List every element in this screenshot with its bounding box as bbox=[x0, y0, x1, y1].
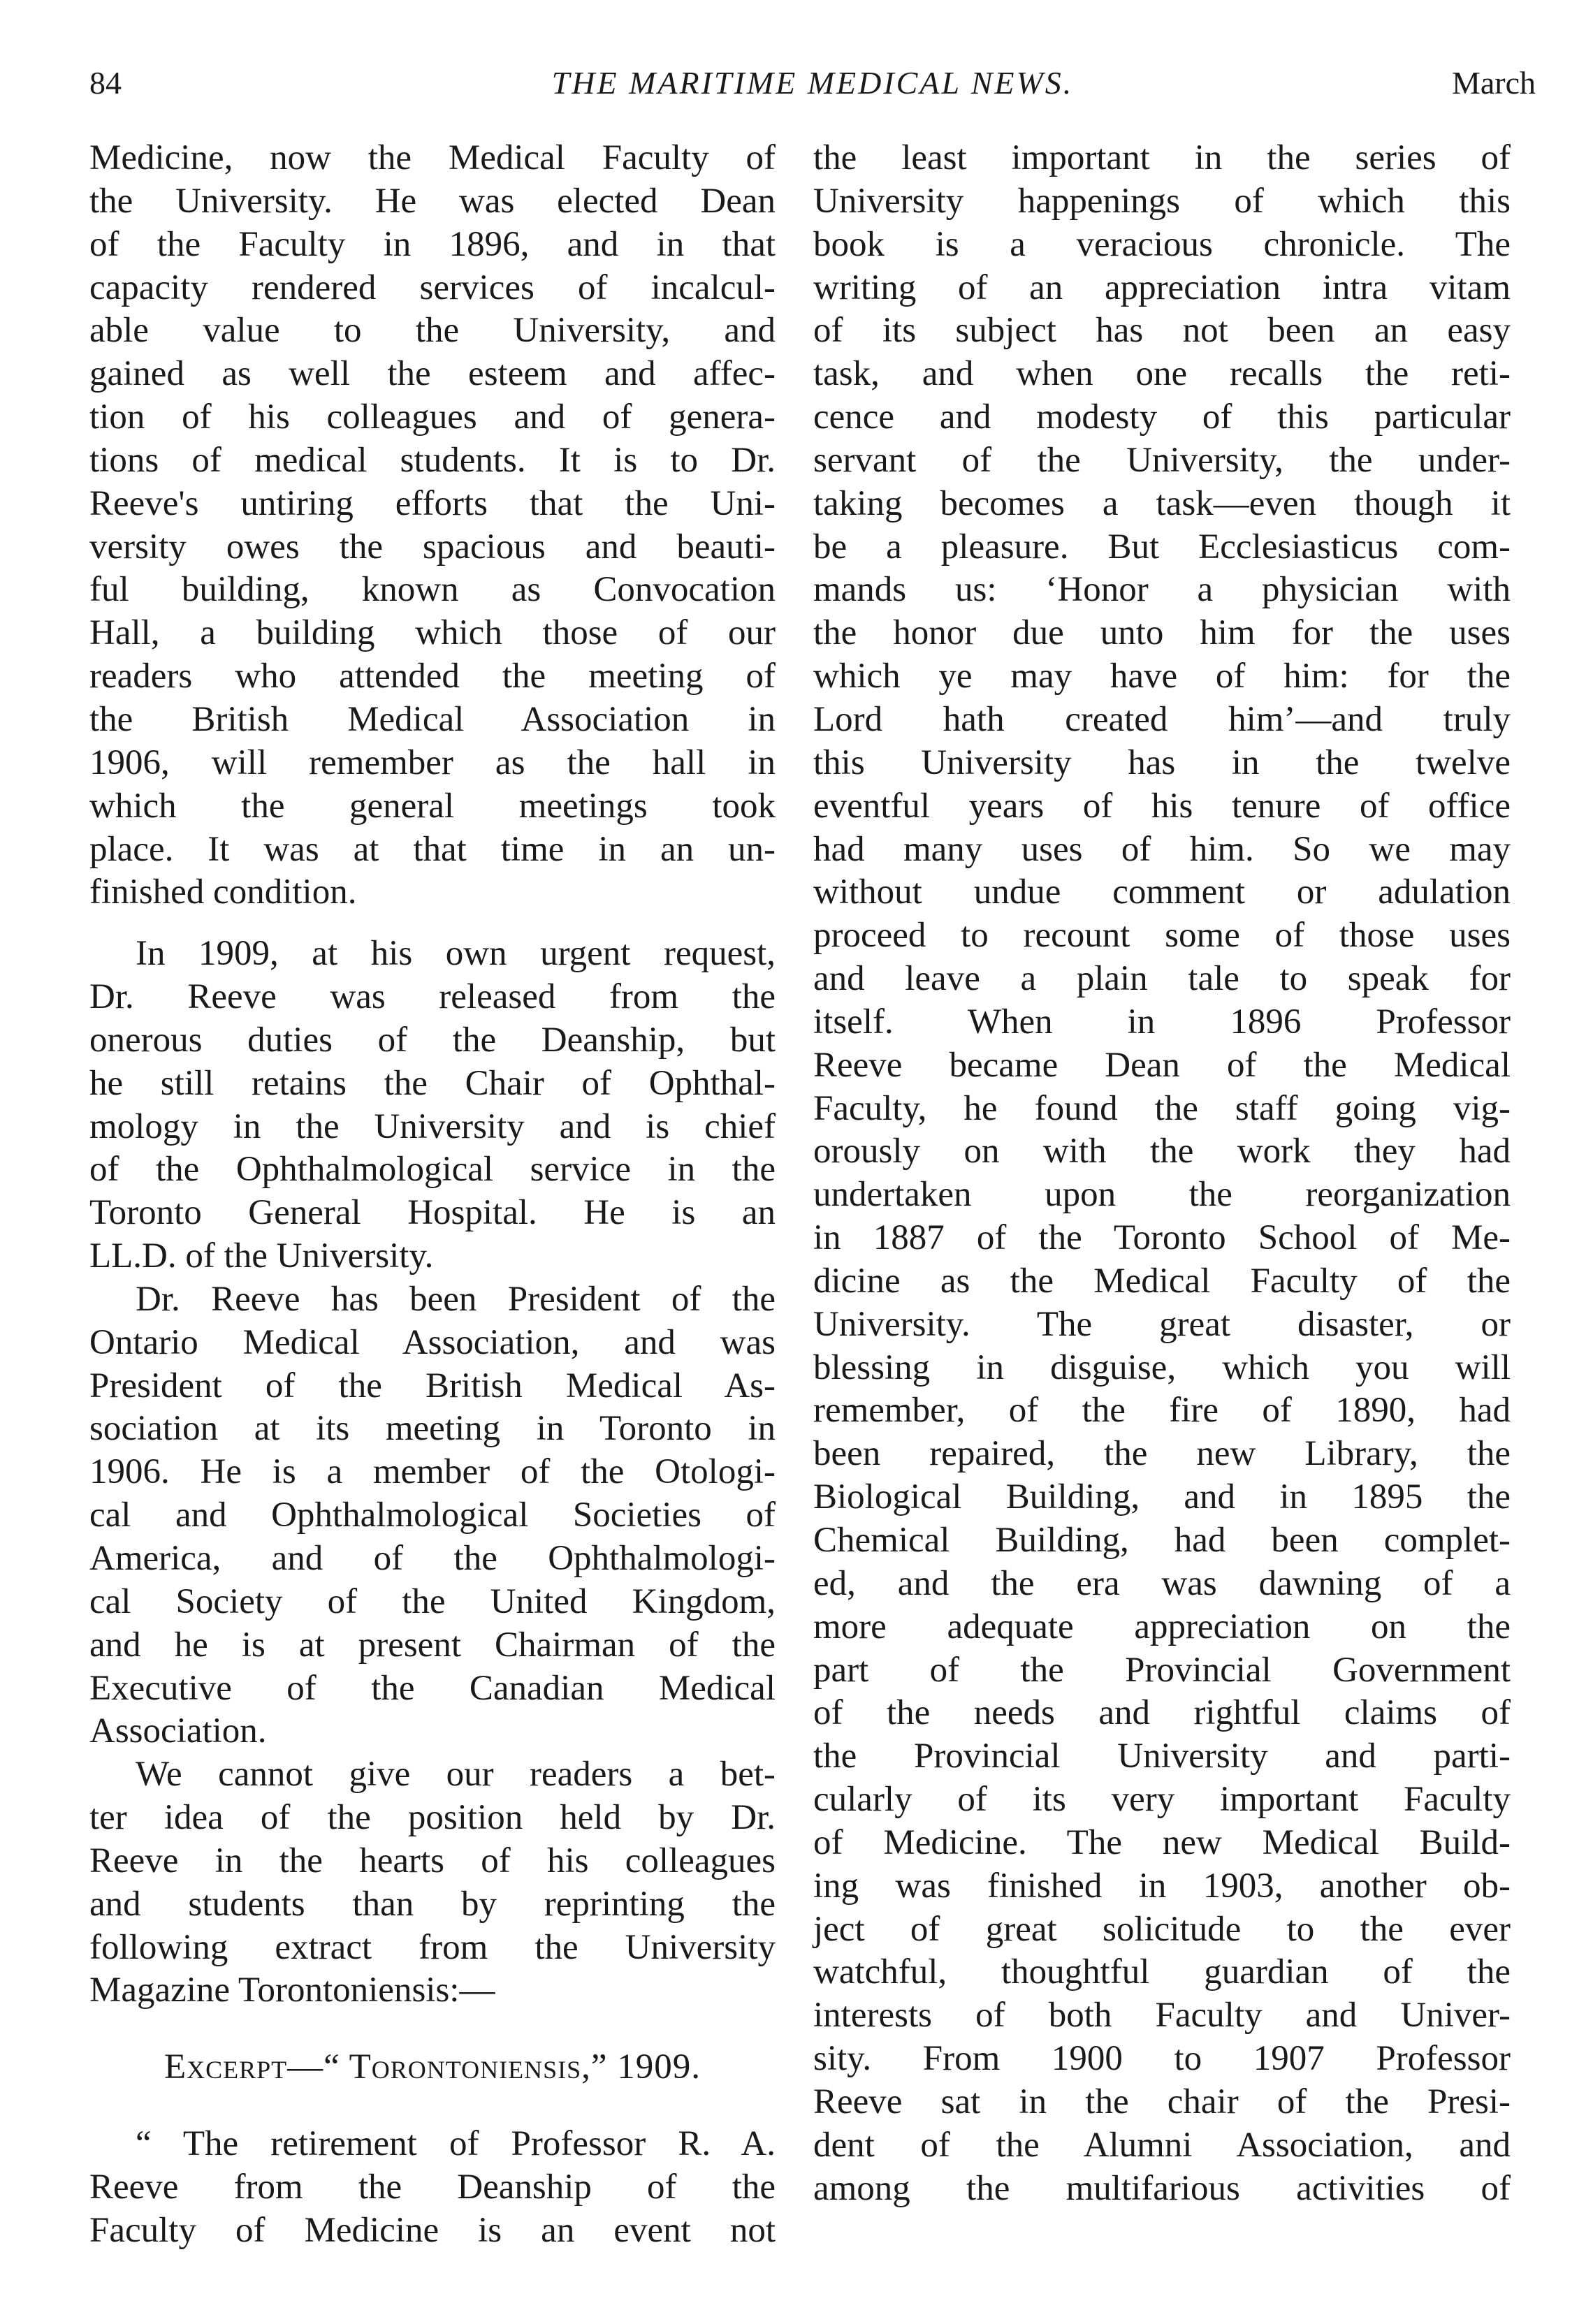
text-line: and students than by reprinting the bbox=[89, 1884, 776, 1924]
paragraph-first-line: “ The retirement of Professor R. A. bbox=[136, 2124, 776, 2164]
text-line: finished condition. bbox=[89, 872, 357, 912]
text-line: America, and of the Ophthalmologi- bbox=[89, 1539, 776, 1578]
text-line: President of the British Medical As- bbox=[89, 1366, 776, 1405]
text-line: taking becomes a task—even though it bbox=[813, 483, 1511, 523]
text-line: more adequate appreciation on the bbox=[813, 1607, 1511, 1646]
text-line: following extract from the University bbox=[89, 1927, 776, 1967]
text-line: cal Society of the United Kingdom, bbox=[89, 1581, 776, 1621]
text-line: proceed to recount some of those uses bbox=[813, 916, 1511, 956]
text-line: and he is at present Chairman of the bbox=[89, 1625, 776, 1665]
text-line: of its subject has not been an easy bbox=[813, 311, 1511, 351]
text-line: sociation at its meeting in Toronto in bbox=[89, 1409, 776, 1449]
text-line: the honor due unto him for the uses bbox=[813, 613, 1511, 653]
text-line: Lord hath created him’—and truly bbox=[813, 699, 1511, 739]
paragraph-gap bbox=[89, 2012, 776, 2046]
paragraph-first-line: We cannot give our readers a bet- bbox=[136, 1755, 776, 1795]
text-line: itself. When in 1896 Professor bbox=[813, 1002, 1511, 1042]
text-line: Reeve's untiring efforts that the Uni- bbox=[89, 483, 776, 523]
text-line: without undue comment or adulation bbox=[813, 872, 1511, 912]
text-line: ed, and the era was dawning of a bbox=[813, 1563, 1511, 1603]
text-line: cence and modesty of this particular bbox=[813, 397, 1511, 437]
text-line: Association. bbox=[89, 1711, 267, 1751]
text-line: and leave a plain tale to speak for bbox=[813, 959, 1511, 999]
text-line: LL.D. of the University. bbox=[89, 1236, 434, 1276]
text-line: the University. He was elected Dean bbox=[89, 181, 776, 221]
text-line: University. The great disaster, or bbox=[813, 1304, 1511, 1344]
text-line: tion of his colleagues and of genera- bbox=[89, 397, 776, 437]
text-line: Toronto General Hospital. He is an bbox=[89, 1193, 776, 1233]
text-line: dent of the Alumni Association, and bbox=[813, 2125, 1511, 2165]
text-line: 1906. He is a member of the Otologi- bbox=[89, 1452, 776, 1492]
text-line: able value to the University, and bbox=[89, 311, 776, 351]
text-line: watchful, thoughtful guardian of the bbox=[813, 1952, 1511, 1992]
text-line: blessing in disguise, which you will bbox=[813, 1347, 1511, 1387]
text-line: University happenings of which this bbox=[813, 181, 1511, 221]
text-line: Faculty of Medicine is an event not bbox=[89, 2210, 776, 2250]
text-line: Dr. Reeve was released from the bbox=[89, 977, 776, 1017]
issue-month: March bbox=[1451, 65, 1536, 101]
text-line: Reeve sat in the chair of the Presi- bbox=[813, 2082, 1511, 2121]
text-line: of Medicine. The new Medical Build- bbox=[813, 1822, 1511, 1862]
text-line: undertaken upon the reorganization bbox=[813, 1175, 1511, 1215]
paragraph-gap bbox=[89, 2089, 776, 2123]
text-line: which the general meetings took bbox=[89, 786, 776, 826]
text-line: which ye may have of him: for the bbox=[813, 657, 1511, 696]
text-line: remember, of the fire of 1890, had bbox=[813, 1391, 1511, 1431]
text-line: dicine as the Medical Faculty of the bbox=[813, 1261, 1511, 1301]
text-line: Reeve in the hearts of his colleagues bbox=[89, 1841, 776, 1880]
text-line: of the needs and rightful claims of bbox=[813, 1693, 1511, 1733]
text-line: the least important in the series of bbox=[813, 138, 1511, 177]
excerpt-heading: Excerpt—“ Torontoniensis,” 1909. bbox=[163, 2047, 701, 2087]
text-line: ing was finished in 1903, another ob- bbox=[813, 1866, 1511, 1906]
text-line: Magazine Torontoniensis:— bbox=[89, 1971, 495, 2010]
left-column bbox=[89, 137, 776, 2253]
text-line: cal and Ophthalmological Societies of bbox=[89, 1496, 776, 1535]
text-line: among the multifarious activities of bbox=[813, 2168, 1511, 2208]
paragraph-gap bbox=[89, 914, 776, 933]
text-line: eventful years of his tenure of office bbox=[813, 786, 1511, 826]
text-line: Reeve from the Deanship of the bbox=[89, 2167, 776, 2207]
text-line: Faculty, he found the staff going vig- bbox=[813, 1088, 1511, 1128]
text-line: versity owes the spacious and beauti- bbox=[89, 527, 776, 567]
text-line: book is a veracious chronicle. The bbox=[813, 224, 1511, 264]
paragraph-first-line: Dr. Reeve has been President of the bbox=[136, 1279, 776, 1319]
text-line: had many uses of him. So we may bbox=[813, 829, 1511, 869]
text-line: 1906, will remember as the hall in bbox=[89, 743, 776, 782]
text-line: ter idea of the position held by Dr. bbox=[89, 1798, 776, 1838]
text-line: in 1887 of the Toronto School of Me- bbox=[813, 1218, 1511, 1258]
text-line: Biological Building, and in 1895 the bbox=[813, 1477, 1511, 1517]
text-line: Chemical Building, had been complet- bbox=[813, 1521, 1511, 1560]
right-column bbox=[813, 137, 1511, 2211]
text-line: the British Medical Association in bbox=[89, 699, 776, 739]
text-line: part of the Provincial Government bbox=[813, 1650, 1511, 1690]
text-line: capacity rendered services of incalcul- bbox=[89, 268, 776, 307]
text-line: task, and when one recalls the reti- bbox=[813, 354, 1511, 394]
text-line: be a pleasure. But Ecclesiasticus com- bbox=[813, 527, 1511, 567]
text-line: gained as well the esteem and affec- bbox=[89, 354, 776, 394]
text-line: orously on with the work they had bbox=[813, 1132, 1511, 1171]
text-line: he still retains the Chair of Ophthal- bbox=[89, 1063, 776, 1103]
text-line: the Provincial University and parti- bbox=[813, 1737, 1511, 1776]
text-line: writing of an appreciation intra vitam bbox=[813, 268, 1511, 307]
text-line: tions of medical students. It is to Dr. bbox=[89, 440, 776, 480]
text-line: readers who attended the meeting of bbox=[89, 657, 776, 696]
page-number: 84 bbox=[89, 65, 122, 101]
text-line: sity. From 1900 to 1907 Professor bbox=[813, 2039, 1511, 2079]
text-line: Reeve became Dean of the Medical bbox=[813, 1045, 1511, 1085]
text-line: ful building, known as Convocation bbox=[89, 570, 776, 610]
text-line: ject of great solicitude to the ever bbox=[813, 1909, 1511, 1949]
text-line: Executive of the Canadian Medical bbox=[89, 1668, 776, 1708]
text-line: servant of the University, the under- bbox=[813, 440, 1511, 480]
journal-title: THE MARITIME MEDICAL NEWS. bbox=[551, 65, 1074, 101]
paragraph-first-line: In 1909, at his own urgent request, bbox=[136, 934, 776, 974]
running-header bbox=[89, 59, 1536, 108]
text-line: mology in the University and is chief bbox=[89, 1106, 776, 1146]
text-line: interests of both Faculty and Univer- bbox=[813, 1996, 1511, 2036]
text-line: of the Faculty in 1896, and in that bbox=[89, 224, 776, 264]
text-line: place. It was at that time in an un- bbox=[89, 829, 776, 869]
text-line: cularly of its very important Faculty bbox=[813, 1780, 1511, 1820]
text-line: Ontario Medical Association, and was bbox=[89, 1322, 776, 1362]
text-line: Medicine, now the Medical Faculty of bbox=[89, 138, 776, 177]
text-line: Hall, a building which those of our bbox=[89, 613, 776, 653]
text-line: mands us: ‘Honor a physician with bbox=[813, 570, 1511, 610]
text-line: this University has in the twelve bbox=[813, 743, 1511, 782]
text-line: onerous duties of the Deanship, but bbox=[89, 1020, 776, 1060]
text-line: been repaired, the new Library, the bbox=[813, 1434, 1511, 1474]
text-line: of the Ophthalmological service in the bbox=[89, 1150, 776, 1190]
